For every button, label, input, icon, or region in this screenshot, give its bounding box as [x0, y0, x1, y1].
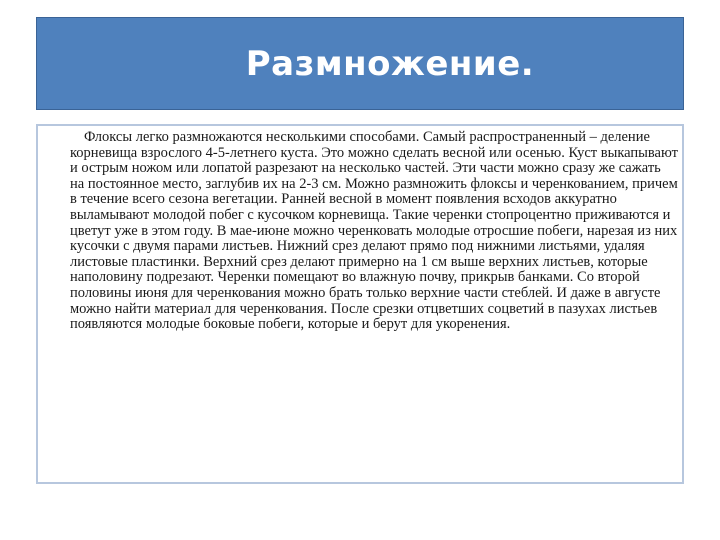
- body-text: Флоксы легко размножаются несколькими способами. Самый распространенный – деление корневища взрослого 4-5-летнего куста. Это можно сделать весной или осенью. Куст выкапывают и острым ножом или лопатой разрезают на несколько частей. Эти части можно сразу же сажать на постоянное место, заглубив их на 2-3 см. Можно размножить флоксы и черенкованием, причем в течение всего сезона вегетации. Ранней весной в момент появления всходов аккуратно выламывают молодой побег с кусочком корневища. Такие черенки стопроцентно приживаются и цветут уже в этом году. В мае-июне можно черенковать молодые отросшие побеги, нарезая из них кусочки с двумя парами листьев. Нижний срез делают прямо под нижними листьями, удаляя листовые пластинки. Верхний срез делают примерно на 1 см выше верхних листьев, которые наполовину подрезают. Черенки помещают во влажную почву, прикрыв банками. Со второй половины июня для черенкования можно брать только верхние части стеблей. И даже в августе можно найти материал для черенкования. После срезки отцветших соцветий в пазухах листьев появляются молодые боковые побеги, которые и берут для укоренения.: [70, 129, 678, 333]
- title-bar: [36, 17, 684, 110]
- content-box: [36, 124, 684, 484]
- slide-title: Размножение.: [245, 43, 535, 84]
